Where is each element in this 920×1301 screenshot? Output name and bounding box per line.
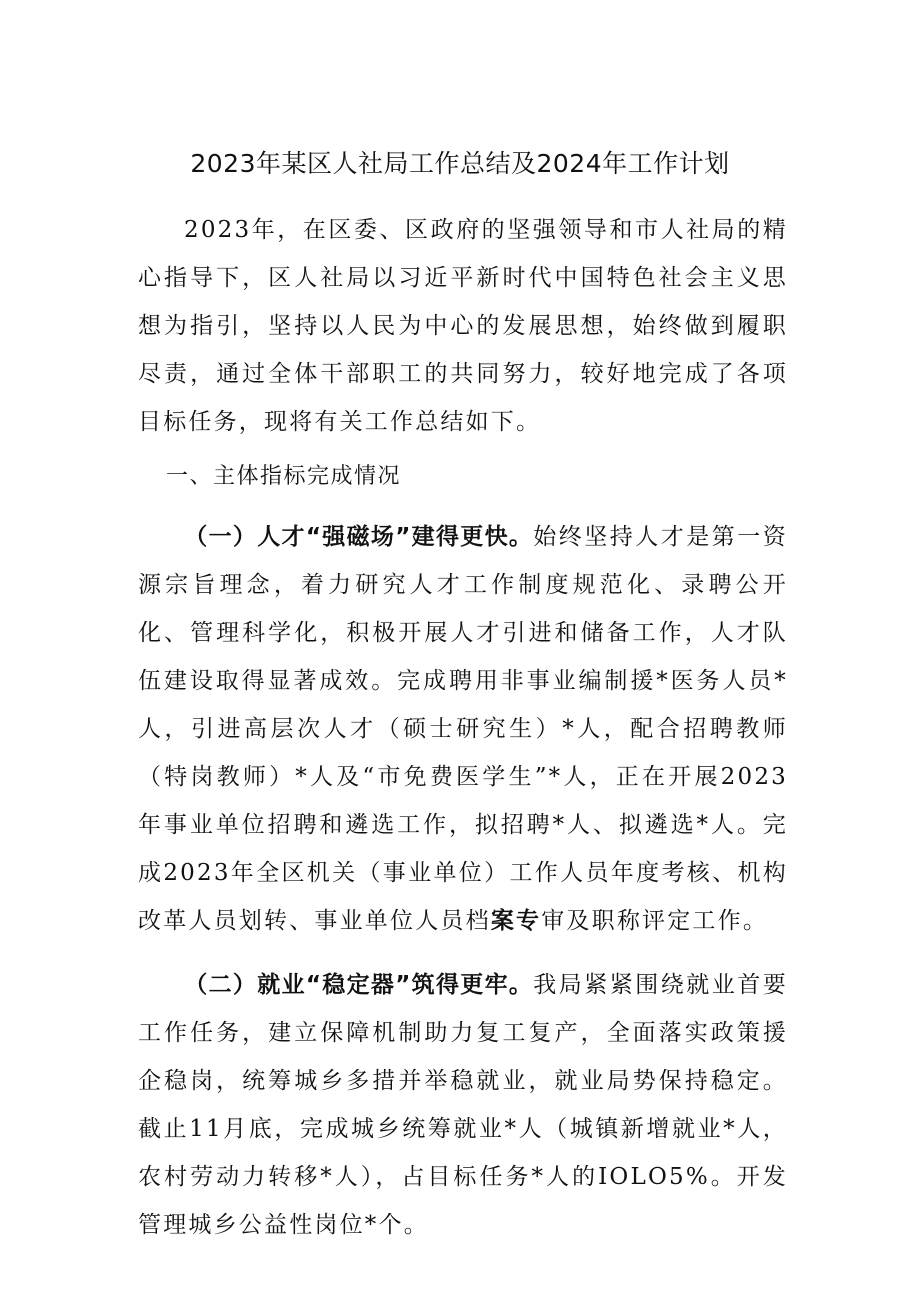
talent-text-part1: 始终坚持人才是第一资源宗旨理念，着力研究人才工作制度规范化、录聘公开化、管理科学化，积极开展人才引进和储备工作，人才队伍建设取得显著成效。完成聘用非事业编制援*医务人员*人，引进高层次人才（硕士研究生）*人，配合招聘教师（特岗教师）*人及“市免费医学生”*人，正在开展2023年事业单位招聘和遴选工作，拟招聘*人、拟遴选*人。完成2023年全区机关（事业单位）工作人员年度考核、机构改革人员划转、事业单位人员档 (138, 524, 788, 934)
talent-text-bold: 案专 (490, 907, 542, 934)
talent-text-part2: 审及职称评定工作。 (541, 908, 769, 934)
document-title: 2023年某区人社局工作总结及2024年工作计划 (190, 149, 730, 178)
employment-lead: （二）就业“稳定器”筑得更牢。 (184, 972, 534, 998)
talent-paragraph (138, 513, 788, 945)
intro-text: 2023年，在区委、区政府的坚强领导和市人社局的精心指导下，区人社局以习近平新时代中国特色社会主义思想为指引，坚持以人民为中心的发展思想，始终做到履职尽责，通过全体干部职工的共同努力，较好地完成了各项目标任务，现将有关工作总结如下。 (138, 217, 788, 435)
intro-paragraph (138, 206, 788, 446)
section-heading: 一、主体指标完成情况 (166, 464, 402, 489)
employment-text: 我局紧紧围绕就业首要工作任务，建立保障机制助力复工复产，全面落实政策援企稳岗，统筹城乡多措并举稳就业，就业局势保持稳定。截止11月底，完成城乡统筹就业*人（城镇新增就业*人，农村劳动力转移*人），占目标任务*人的IOLO5%。开发管理城乡公益性岗位*个。 (138, 972, 788, 1238)
employment-paragraph (138, 961, 788, 1249)
talent-lead: （一）人才“强磁场”建得更快。 (184, 524, 534, 550)
